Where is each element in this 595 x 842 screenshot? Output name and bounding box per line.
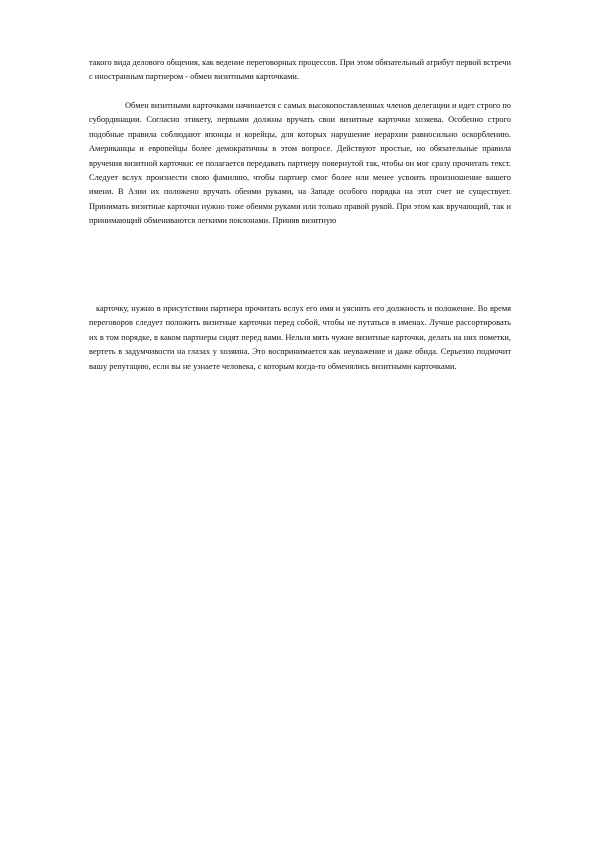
paragraph-card-handling: карточку, нужно в присутствии партнера прочитать вслух его имя и уяснить его должность и положение. Во время переговоров следует положить визитные карточки перед собой, чтобы не путаться в именах. Лучше рассортировать их в том порядке, в каком партнеры сидят перед вами. Нельзя мять чужие визитные карточки, делать на них пометки, вертеть в задумчивости на глазах у хозяина. Это воспринимается как неуважение и даже обида. Серьезно подмочит вашу репутацию, если вы не узнаете человека, с которым когда-то обменялись визитными карточками. bbox=[89, 304, 511, 371]
paragraph-continuation: такого вида делового общения, как ведение переговорных процессов. При этом обязательный атрибут первой встречи с иностранным партнером - обмен визитными карточками. bbox=[89, 58, 511, 82]
paragraph-business-card-exchange: Обмен визитными карточками начинается с самых высокопоставленных членов делегации и идет строго по субординации. Согласно этикету, первыми должны вручать свои визитные карточки хозяева. Особенно строго подобные правила соблюдают японцы и корейцы, для которых нарушение иерархии равносильно оскорблению. Американцы и европейцы более демократичны в этом вопросе. Действуют простые, но обязательные правила вручения визитной карточки: ее полагается передавать партнеру повернутой так, чтобы он мог сразу прочитать текст. Следует вслух произнести свою фамилию, чтобы партнер смог более или менее усвоить произношение вашего имени. В Азии их положено вручать обеими руками, на Западе особого порядка на этот счет не существует. Принимать визитные карточки нужно тоже обеими руками или только правой рукой. При этом как вручающий, так и принимающий обмениваются легкими поклонами. Приняв визитную bbox=[89, 101, 511, 226]
